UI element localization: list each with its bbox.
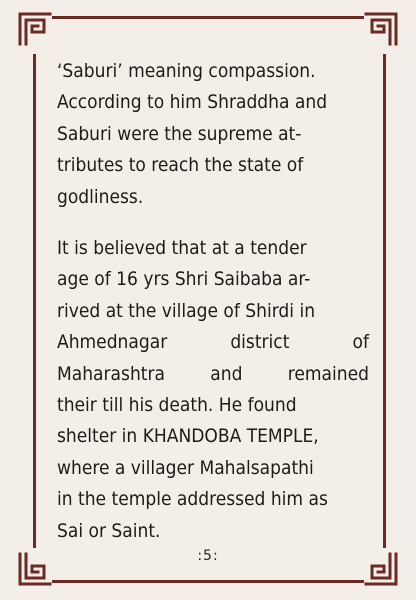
text-line: in the temple addressed him as bbox=[57, 488, 328, 511]
justified-line bbox=[57, 359, 369, 390]
corner-ornament-top-right bbox=[364, 12, 398, 46]
text-line: Saburi were the supreme at- bbox=[57, 122, 302, 145]
word: and bbox=[210, 362, 243, 385]
text-line: age of 16 yrs Shri Saibaba ar- bbox=[57, 268, 311, 291]
word: district bbox=[230, 331, 290, 354]
body-text bbox=[57, 56, 369, 547]
text-line: ‘Saburi’ meaning compassion. bbox=[57, 60, 316, 82]
left-border bbox=[33, 54, 36, 548]
text-line: tributes to reach the state of bbox=[57, 154, 304, 177]
word: of bbox=[352, 331, 369, 354]
text-line: shelter in KHANDOBA TEMPLE, bbox=[57, 425, 319, 448]
text-line: godliness. bbox=[57, 185, 144, 208]
corner-ornament-top-left bbox=[18, 12, 52, 46]
word: Ahmednagar bbox=[57, 331, 168, 354]
word: Maharashtra bbox=[57, 362, 165, 385]
text-line: According to him Shraddha and bbox=[57, 91, 328, 114]
right-border bbox=[383, 54, 386, 548]
top-border bbox=[52, 16, 364, 19]
text-line: where a villager Mahalsapathi bbox=[57, 456, 314, 479]
paragraph-1 bbox=[57, 56, 369, 213]
text-line: their till his death. He found bbox=[57, 394, 297, 417]
justified-line bbox=[57, 327, 369, 358]
bottom-border bbox=[52, 580, 364, 583]
word: remained bbox=[287, 362, 369, 385]
paragraph-2 bbox=[57, 233, 369, 547]
text-line: Sai or Saint. bbox=[57, 519, 161, 542]
text-line: rived at the village of Shirdi in bbox=[57, 299, 316, 322]
text-line: It is believed that at a tender bbox=[57, 237, 307, 260]
page-number: :5: bbox=[197, 548, 219, 564]
